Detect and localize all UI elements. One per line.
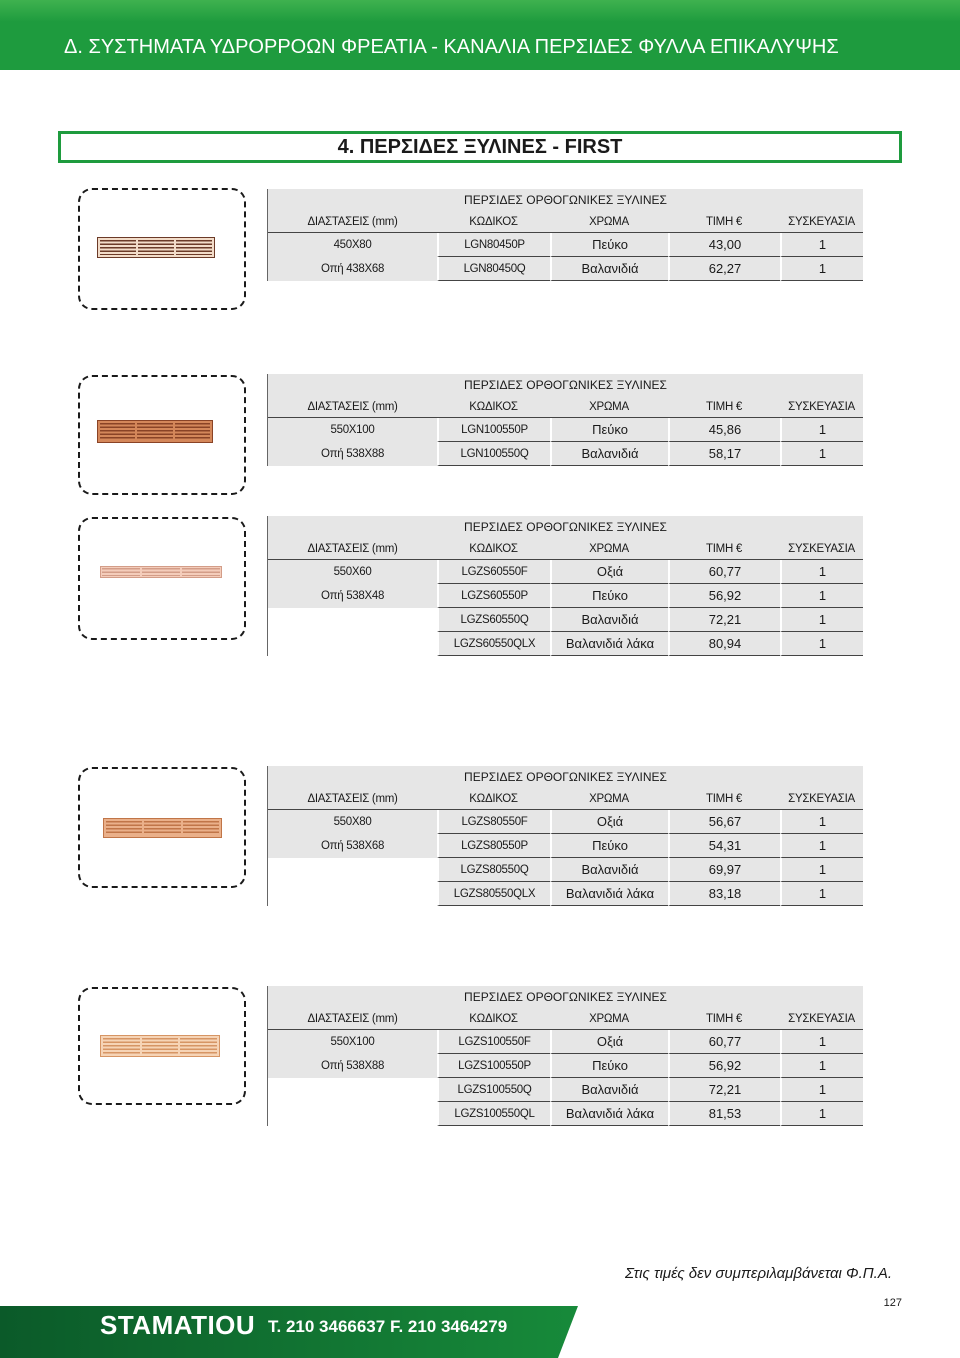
column-header-code: ΚΩΔΙΚΟΣ <box>437 788 550 810</box>
dimensions-cell: Οπή 538Χ68 <box>268 834 437 858</box>
column-header-code: ΚΩΔΙΚΟΣ <box>437 396 550 418</box>
price-cell: 56,92 <box>668 584 780 608</box>
dimensions-cell: 550X100 <box>268 418 437 442</box>
packaging-cell: 1 <box>780 584 863 608</box>
dimensions-cell <box>268 608 437 632</box>
code-cell: LGN100550Q <box>437 442 550 466</box>
dimensions-cell <box>268 1102 437 1126</box>
code-cell: LGN80450P <box>437 233 550 257</box>
packaging-cell: 1 <box>780 257 863 281</box>
table-title: ΠΕΡΣΙΔΕΣ ΟΡΘΟΓΩΝΙΚΕΣ ΞΥΛΙΝΕΣ <box>268 766 863 788</box>
packaging-cell: 1 <box>780 632 863 656</box>
table-header-row <box>268 211 863 233</box>
table-row <box>268 418 863 442</box>
dimensions-cell: Οπή 538Χ88 <box>268 1054 437 1078</box>
table-row <box>268 442 863 466</box>
chapter-header-bar <box>0 0 960 70</box>
vat-note: Στις τιμές δεν συμπεριλαμβάνεται Φ.Π.Α. <box>625 1265 892 1282</box>
price-cell: 69,97 <box>668 858 780 882</box>
page-number: 127 <box>883 1297 902 1309</box>
color-cell: Βαλανιδιά <box>550 858 668 882</box>
column-header-price: ΤΙΜΗ € <box>668 538 780 560</box>
color-cell: Βαλανιδιά λάκα <box>550 1102 668 1126</box>
packaging-cell: 1 <box>780 858 863 882</box>
table-title: ΠΕΡΣΙΔΕΣ ΟΡΘΟΓΩΝΙΚΕΣ ΞΥΛΙΝΕΣ <box>268 986 863 1008</box>
column-header-color: ΧΡΩΜΑ <box>550 396 668 418</box>
brand-logo-text: STAMATIOU <box>100 1310 256 1340</box>
code-cell: LGZS80550QLX <box>437 882 550 906</box>
code-cell: LGZS100550P <box>437 1054 550 1078</box>
packaging-cell: 1 <box>780 233 863 257</box>
dimensions-cell: 450X80 <box>268 233 437 257</box>
vent-grille-image <box>100 566 222 578</box>
product-table <box>267 189 863 281</box>
table-row <box>268 1102 863 1126</box>
table-row <box>268 810 863 834</box>
color-cell: Βαλανιδιά λάκα <box>550 882 668 906</box>
dimensions-cell: 550X60 <box>268 560 437 584</box>
dimensions-cell <box>268 632 437 656</box>
packaging-cell: 1 <box>780 834 863 858</box>
packaging-cell: 1 <box>780 882 863 906</box>
table-row <box>268 632 863 656</box>
code-cell: LGZS80550F <box>437 810 550 834</box>
dimensions-cell <box>268 1078 437 1102</box>
column-header-color: ΧΡΩΜΑ <box>550 1008 668 1030</box>
color-cell: Οξιά <box>550 1030 668 1054</box>
column-header-price: ΤΙΜΗ € <box>668 1008 780 1030</box>
column-header-price: ΤΙΜΗ € <box>668 396 780 418</box>
table-header-row <box>268 538 863 560</box>
column-header-packaging: ΣΥΣΚΕΥΑΣΙΑ <box>780 396 863 418</box>
code-cell: LGZS80550P <box>437 834 550 858</box>
packaging-cell: 1 <box>780 442 863 466</box>
code-cell: LGN80450Q <box>437 257 550 281</box>
color-cell: Πεύκο <box>550 418 668 442</box>
color-cell: Οξιά <box>550 560 668 584</box>
color-cell: Βαλανιδιά <box>550 442 668 466</box>
table-row <box>268 882 863 906</box>
vent-grille-image <box>100 1035 220 1057</box>
dimensions-cell: Οπή 438Χ68 <box>268 257 437 281</box>
table-row <box>268 834 863 858</box>
table-row <box>268 233 863 257</box>
product-table <box>267 986 863 1126</box>
color-cell: Πεύκο <box>550 1054 668 1078</box>
price-cell: 60,77 <box>668 1030 780 1054</box>
price-cell: 62,27 <box>668 257 780 281</box>
color-cell: Πεύκο <box>550 834 668 858</box>
packaging-cell: 1 <box>780 560 863 584</box>
table-row <box>268 858 863 882</box>
color-cell: Βαλανιδιά λάκα <box>550 632 668 656</box>
table-row <box>268 584 863 608</box>
code-cell: LGZS60550QLX <box>437 632 550 656</box>
product-table <box>267 374 863 466</box>
dimensions-cell: Οπή 538Χ88 <box>268 442 437 466</box>
vent-grille-image <box>103 818 222 838</box>
packaging-cell: 1 <box>780 1030 863 1054</box>
column-header-price: ΤΙΜΗ € <box>668 211 780 233</box>
color-cell: Πεύκο <box>550 233 668 257</box>
color-cell: Βαλανιδιά <box>550 257 668 281</box>
table-title: ΠΕΡΣΙΔΕΣ ΟΡΘΟΓΩΝΙΚΕΣ ΞΥΛΙΝΕΣ <box>268 374 863 396</box>
contact-phone-fax: T. 210 3466637 F. 210 3464279 <box>268 1317 508 1336</box>
column-header-packaging: ΣΥΣΚΕΥΑΣΙΑ <box>780 538 863 560</box>
price-cell: 72,21 <box>668 1078 780 1102</box>
table-row <box>268 257 863 281</box>
price-cell: 83,18 <box>668 882 780 906</box>
table-row <box>268 608 863 632</box>
vent-grille-image <box>97 237 215 258</box>
chapter-title: Δ. ΣΥΣΤΗΜΑΤΑ ΥΔΡΟΡΡΟΩΝ ΦΡΕΑΤΙΑ - ΚΑΝΑΛΙΑ ΠΕΡΣΙΔΕΣ ΦΥΛΛΑ ΕΠΙΚΑΛΥΨΗΣ <box>64 36 839 58</box>
price-cell: 56,67 <box>668 810 780 834</box>
column-header-packaging: ΣΥΣΚΕΥΑΣΙΑ <box>780 788 863 810</box>
dimensions-cell: Οπή 538Χ48 <box>268 584 437 608</box>
column-header-color: ΧΡΩΜΑ <box>550 538 668 560</box>
price-cell: 58,17 <box>668 442 780 466</box>
color-cell: Βαλανιδιά <box>550 608 668 632</box>
price-cell: 56,92 <box>668 1054 780 1078</box>
product-table <box>267 766 863 906</box>
code-cell: LGZS100550QL <box>437 1102 550 1126</box>
column-header-code: ΚΩΔΙΚΟΣ <box>437 1008 550 1030</box>
column-header-dimensions: ΔΙΑΣΤΑΣΕΙΣ (mm) <box>268 788 437 810</box>
section-title: 4. ΠΕΡΣΙΔΕΣ ΞΥΛΙΝΕΣ - FIRST <box>58 131 902 163</box>
price-cell: 45,86 <box>668 418 780 442</box>
column-header-code: ΚΩΔΙΚΟΣ <box>437 538 550 560</box>
dimensions-cell <box>268 858 437 882</box>
packaging-cell: 1 <box>780 608 863 632</box>
color-cell: Πεύκο <box>550 584 668 608</box>
column-header-dimensions: ΔΙΑΣΤΑΣΕΙΣ (mm) <box>268 1008 437 1030</box>
packaging-cell: 1 <box>780 1078 863 1102</box>
code-cell: LGZS100550Q <box>437 1078 550 1102</box>
column-header-dimensions: ΔΙΑΣΤΑΣΕΙΣ (mm) <box>268 211 437 233</box>
price-cell: 72,21 <box>668 608 780 632</box>
table-header-row <box>268 396 863 418</box>
code-cell: LGZS60550P <box>437 584 550 608</box>
table-title: ΠΕΡΣΙΔΕΣ ΟΡΘΟΓΩΝΙΚΕΣ ΞΥΛΙΝΕΣ <box>268 189 863 211</box>
packaging-cell: 1 <box>780 1054 863 1078</box>
price-cell: 43,00 <box>668 233 780 257</box>
price-cell: 60,77 <box>668 560 780 584</box>
color-cell: Βαλανιδιά <box>550 1078 668 1102</box>
column-header-color: ΧΡΩΜΑ <box>550 788 668 810</box>
column-header-packaging: ΣΥΣΚΕΥΑΣΙΑ <box>780 211 863 233</box>
code-cell: LGZS60550Q <box>437 608 550 632</box>
table-row <box>268 560 863 584</box>
table-row <box>268 1054 863 1078</box>
code-cell: LGZS60550F <box>437 560 550 584</box>
packaging-cell: 1 <box>780 1102 863 1126</box>
column-header-code: ΚΩΔΙΚΟΣ <box>437 211 550 233</box>
column-header-color: ΧΡΩΜΑ <box>550 211 668 233</box>
product-image-frame <box>78 517 246 640</box>
packaging-cell: 1 <box>780 810 863 834</box>
price-cell: 80,94 <box>668 632 780 656</box>
code-cell: LGZS100550F <box>437 1030 550 1054</box>
table-row <box>268 1030 863 1054</box>
price-cell: 54,31 <box>668 834 780 858</box>
dimensions-cell <box>268 882 437 906</box>
table-header-row <box>268 788 863 810</box>
packaging-cell: 1 <box>780 418 863 442</box>
price-cell: 81,53 <box>668 1102 780 1126</box>
code-cell: LGZS80550Q <box>437 858 550 882</box>
column-header-dimensions: ΔΙΑΣΤΑΣΕΙΣ (mm) <box>268 396 437 418</box>
vent-grille-image <box>97 420 213 443</box>
column-header-dimensions: ΔΙΑΣΤΑΣΕΙΣ (mm) <box>268 538 437 560</box>
table-header-row <box>268 1008 863 1030</box>
code-cell: LGN100550P <box>437 418 550 442</box>
color-cell: Οξιά <box>550 810 668 834</box>
table-title: ΠΕΡΣΙΔΕΣ ΟΡΘΟΓΩΝΙΚΕΣ ΞΥΛΙΝΕΣ <box>268 516 863 538</box>
column-header-packaging: ΣΥΣΚΕΥΑΣΙΑ <box>780 1008 863 1030</box>
product-table <box>267 516 863 656</box>
dimensions-cell: 550X80 <box>268 810 437 834</box>
column-header-price: ΤΙΜΗ € <box>668 788 780 810</box>
table-row <box>268 1078 863 1102</box>
dimensions-cell: 550X100 <box>268 1030 437 1054</box>
